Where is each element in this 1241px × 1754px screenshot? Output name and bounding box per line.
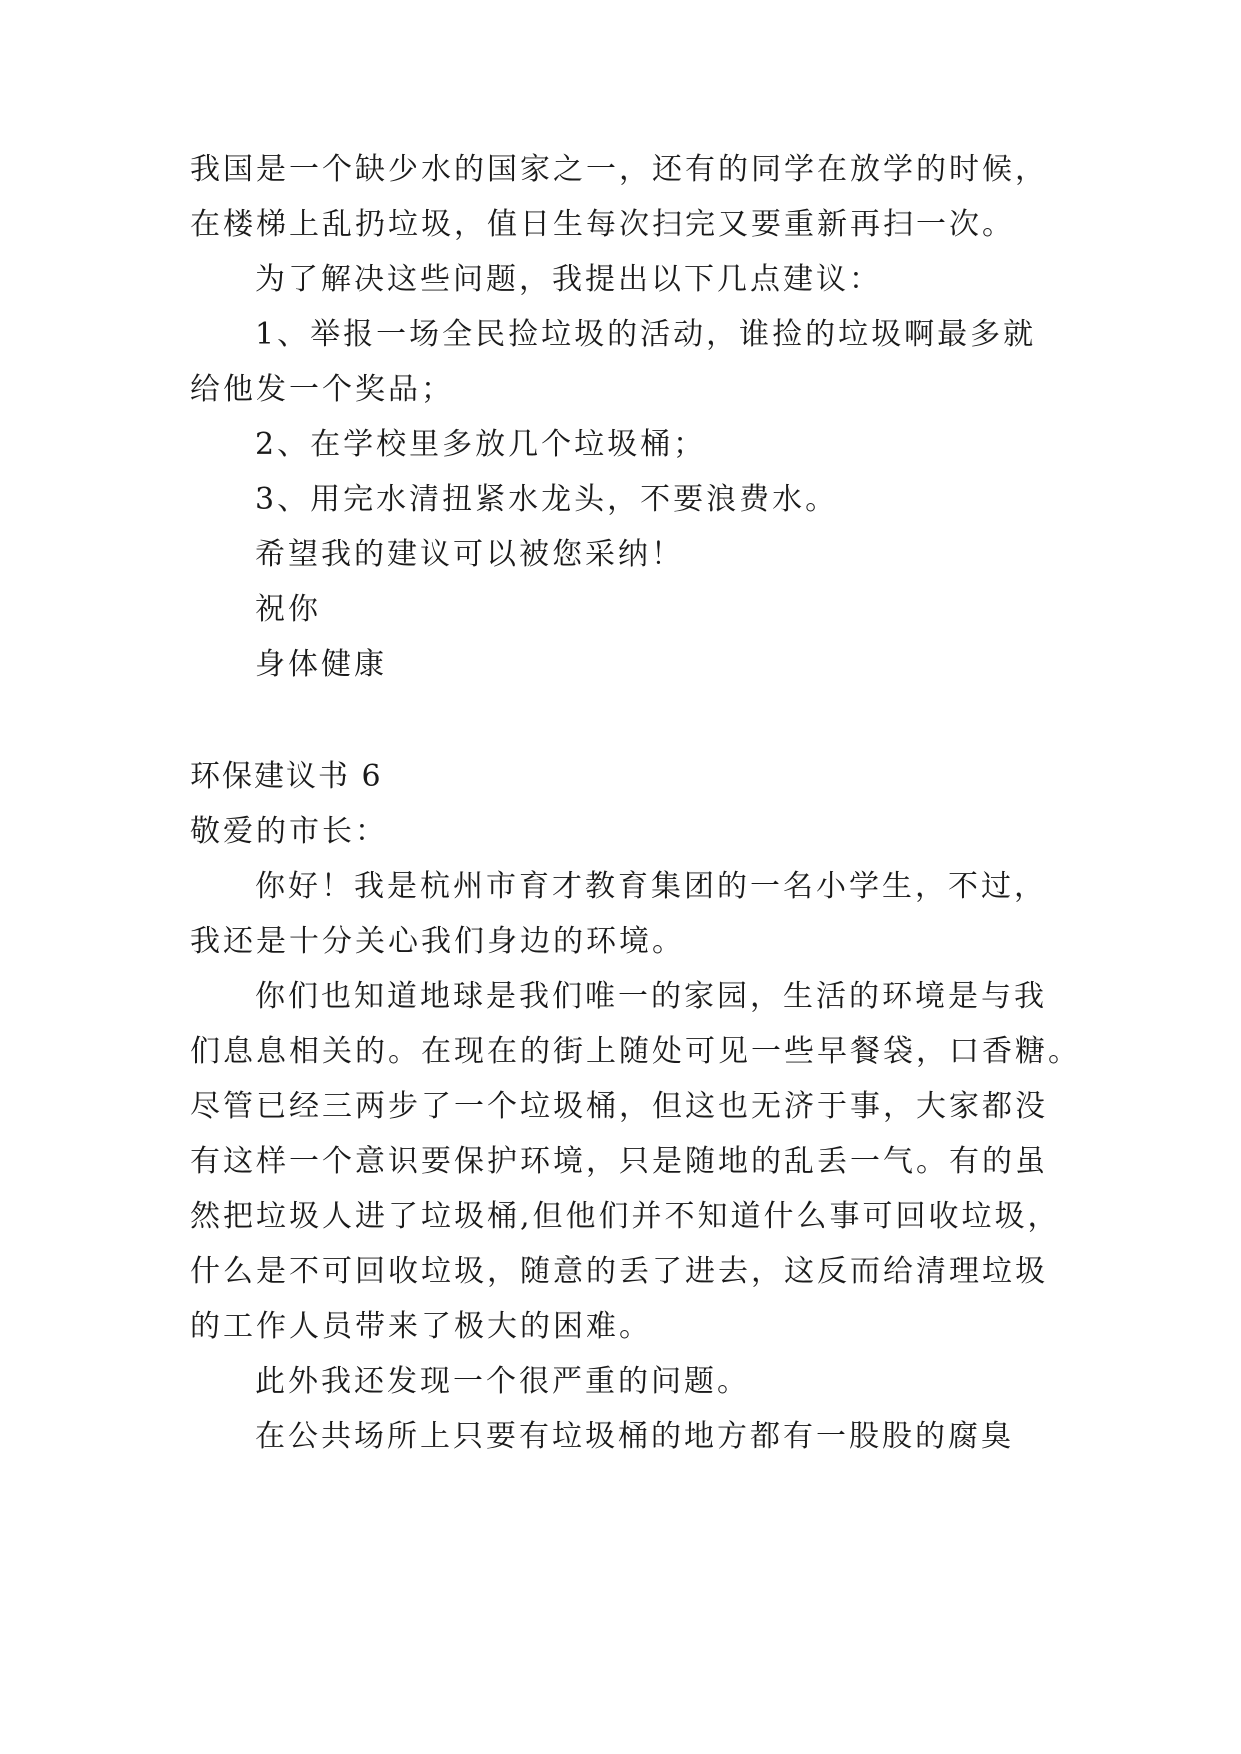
paragraph-line: 在楼梯上乱扔垃圾，值日生每次扫完又要重新再扫一次。 (190, 207, 1015, 242)
suggestion-2: 2、在学校里多放几个垃圾桶； (255, 427, 707, 462)
closing-wish: 祝你 (255, 592, 321, 627)
paragraph-line: 我国是一个缺少水的国家之一，还有的同学在放学的时候， (190, 152, 1048, 187)
paragraph-line: 们息息相关的。在现在的街上随处可见一些早餐袋，口香糖。 (190, 1034, 1081, 1069)
section-title: 环保建议书 6 (190, 759, 383, 794)
salutation: 敬爱的市长： (190, 814, 388, 849)
suggestion-1: 1、举报一场全民捡垃圾的活动，谁捡的垃圾啊最多就 (255, 317, 1037, 352)
paragraph-line: 什么是不可回收垃圾，随意的丢了进去，这反而给清理垃圾 (190, 1254, 1048, 1289)
paragraph-line: 有这样一个意识要保护环境，只是随地的乱丢一气。有的虽 (190, 1144, 1048, 1179)
closing-hope: 希望我的建议可以被您采纳！ (255, 537, 684, 572)
paragraph-line: 尽管已经三两步了一个垃圾桶，但这也无济于事，大家都没 (190, 1089, 1048, 1124)
proposal-intro: 为了解决这些问题，我提出以下几点建议： (255, 262, 882, 297)
paragraph-line: 你们也知道地球是我们唯一的家园，生活的环境是与我 (255, 979, 1047, 1014)
paragraph-line: 在公共场所上只要有垃圾桶的地方都有一股股的腐臭 (255, 1419, 1014, 1454)
suggestion-1-continued: 给他发一个奖品； (190, 372, 454, 407)
suggestion-3: 3、用完水清扭紧水龙头，不要浪费水。 (255, 482, 839, 517)
paragraph-line: 然把垃圾人进了垃圾桶,但他们并不知道什么事可回收垃圾， (190, 1199, 1061, 1234)
paragraph-line: 你好！我是杭州市育才教育集团的一名小学生，不过， (255, 869, 1047, 904)
closing-health: 身体健康 (255, 647, 387, 682)
paragraph-line: 的工作人员带来了极大的困难。 (190, 1309, 652, 1344)
paragraph-line: 我还是十分关心我们身边的环境。 (190, 924, 685, 959)
paragraph-line: 此外我还发现一个很严重的问题。 (255, 1364, 750, 1399)
